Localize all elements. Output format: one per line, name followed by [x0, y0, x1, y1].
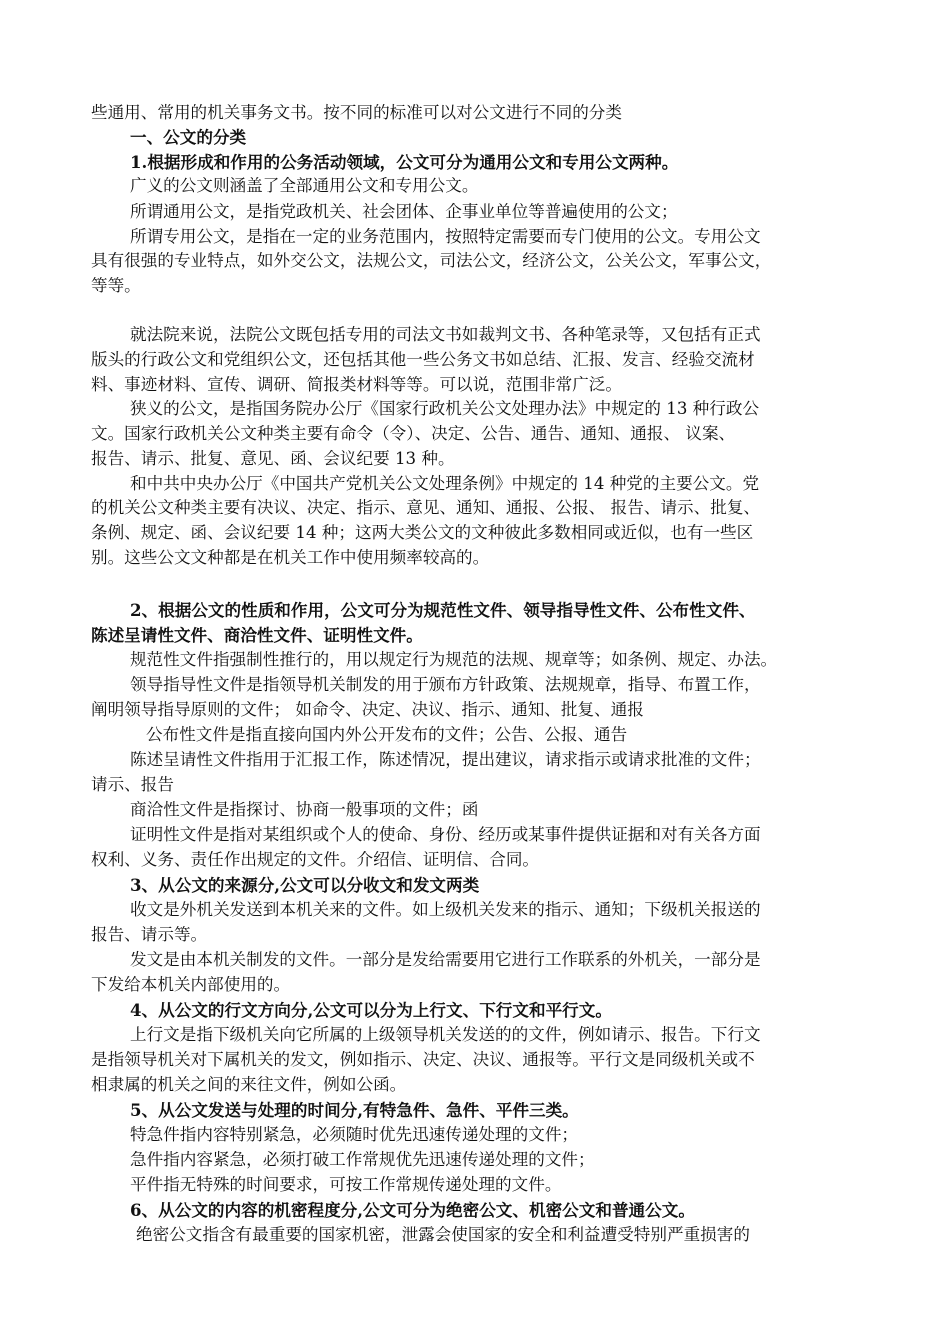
subsection-heading: 陈述呈请性文件、商洽性文件、证明性文件。 — [91, 625, 423, 645]
text-line: 就法院来说，法院公文既包括专用的司法文书如裁判文书、各种笔录等，又包括有正式 — [130, 325, 761, 344]
text-line: 发文是由本机关制发的文件。一部分是发给需要用它进行工作联系的外机关，一部分是 — [130, 950, 761, 969]
text-line: 和中共中央办公厅《中国共产党机关公文处理条例》中规定的 14 种党的主要公文。党 — [130, 474, 760, 493]
text-line: 下发给本机关内部使用的。 — [91, 975, 291, 994]
text-line: 绝密公文指含有最重要的国家机密，泄露会使国家的安全和利益遭受特别严重损害的 — [136, 1225, 750, 1244]
text-line: 版头的行政公文和党组织公文，还包括其他一些公务文书如总结、汇报、发言、经验交流材 — [91, 350, 755, 369]
text-line: 证明性文件是指对某组织或个人的使命、身份、经历或某事件提供证据和对有关各方面 — [130, 825, 761, 844]
subsection-heading: 3、从公文的来源分,公文可以分收文和发文两类 — [130, 875, 480, 895]
text-line: 等等。 — [91, 276, 141, 295]
text-line: 所谓通用公文，是指党政机关、社会团体、企事业单位等普遍使用的公文； — [130, 202, 678, 221]
text-line: 相隶属的机关之间的来往文件，例如公函。 — [91, 1075, 407, 1094]
text-line: 陈述呈请性文件指用于汇报工作，陈述情况，提出建议，请求指示或请求批准的文件； — [130, 750, 761, 769]
text-line: 领导指导性文件是指领导机关制发的用于颁布方针政策、法规规章，指导、布置工作， — [130, 675, 761, 694]
text-line: 是指领导机关对下属机关的发文，例如指示、决定、决议、通报等。平行文是同级机关或不 — [91, 1050, 755, 1069]
text-line: 料、事迹材料、宣传、调研、简报类材料等等。可以说，范围非常广泛。 — [91, 375, 622, 394]
subsection-heading: 4、从公文的行文方向分,公文可以分为上行文、下行文和平行文。 — [130, 1000, 612, 1020]
subsection-heading: 6、从公文的内容的机密程度分,公文可分为绝密公文、机密公文和普通公文。 — [130, 1200, 695, 1220]
text-line: 的机关公文种类主要有决议、决定、指示、意见、通知、通报、公报、 报告、请示、批复、 — [91, 498, 761, 517]
subsection-heading: 1.根据形成和作用的公务活动领域，公文可分为通用公文和专用公文两种。 — [130, 152, 679, 172]
text-line: 急件指内容紧急，必须打破工作常规优先迅速传递处理的文件； — [130, 1150, 595, 1169]
text-line: 公布性文件是指直接向国内外公开发布的文件；公告、公报、通告 — [146, 725, 628, 744]
subsection-heading: 5、从公文发送与处理的时间分,有特急件、急件、平件三类。 — [130, 1100, 579, 1120]
text-line: 所谓专用公文，是指在一定的业务范围内，按照特定需要而专门使用的公文。专用公文 — [130, 227, 761, 246]
text-line: 请示、报告 — [91, 775, 174, 794]
text-line: 权利、义务、责任作出规定的文件。介绍信、证明信、合同。 — [91, 850, 540, 869]
text-line: 具有很强的专业特点，如外交公文，法规公文，司法公文，经济公文，公关公文，军事公文， — [91, 251, 772, 270]
text-line: 广义的公文则涵盖了全部通用公文和专用公文。 — [130, 176, 479, 195]
text-line: 平件指无特殊的时间要求，可按工作常规传递处理的文件。 — [130, 1175, 562, 1194]
text-line: 报告、请示、批复、意见、函、会议纪要 13 种。 — [91, 449, 455, 468]
section-heading: 一、公文的分类 — [130, 127, 247, 147]
text-line: 阐明领导指导原则的文件； 如命令、决定、决议、指示、通知、批复、通报 — [91, 700, 644, 719]
text-line: 规范性文件指强制性推行的，用以规定行为规范的法规、规章等；如条例、规定、办法。 — [130, 650, 778, 669]
text-line: 文。国家行政机关公文种类主要有命令（令）、决定、公告、通告、通知、通报、 议案、 — [91, 424, 736, 443]
subsection-heading: 2、根据公文的性质和作用，公文可分为规范性文件、领导指导性文件、公布性文件、 — [130, 600, 756, 620]
text-line: 些通用、常用的机关事务文书。按不同的标准可以对公文进行不同的分类 — [91, 103, 622, 122]
text-line: 条例、规定、函、会议纪要 14 种；这两大类公文的文种彼此多数相同或近似，也有一些区 — [91, 523, 754, 542]
text-line: 报告、请示等。 — [91, 925, 208, 944]
text-line: 狭义的公文，是指国务院办公厅《国家行政机关公文处理办法》中规定的 13 种行政公 — [130, 399, 760, 418]
text-line: 收文是外机关发送到本机关来的文件。如上级机关发来的指示、通知；下级机关报送的 — [130, 900, 761, 919]
text-line: 别。这些公文文种都是在机关工作中使用频率较高的。 — [91, 548, 490, 567]
text-line: 商洽性文件是指探讨、协商一般事项的文件；函 — [130, 800, 479, 819]
text-line: 上行文是指下级机关向它所属的上级领导机关发送的的文件，例如请示、报告。下行文 — [130, 1025, 761, 1044]
text-line: 特急件指内容特别紧急，必须随时优先迅速传递处理的文件； — [130, 1125, 579, 1144]
